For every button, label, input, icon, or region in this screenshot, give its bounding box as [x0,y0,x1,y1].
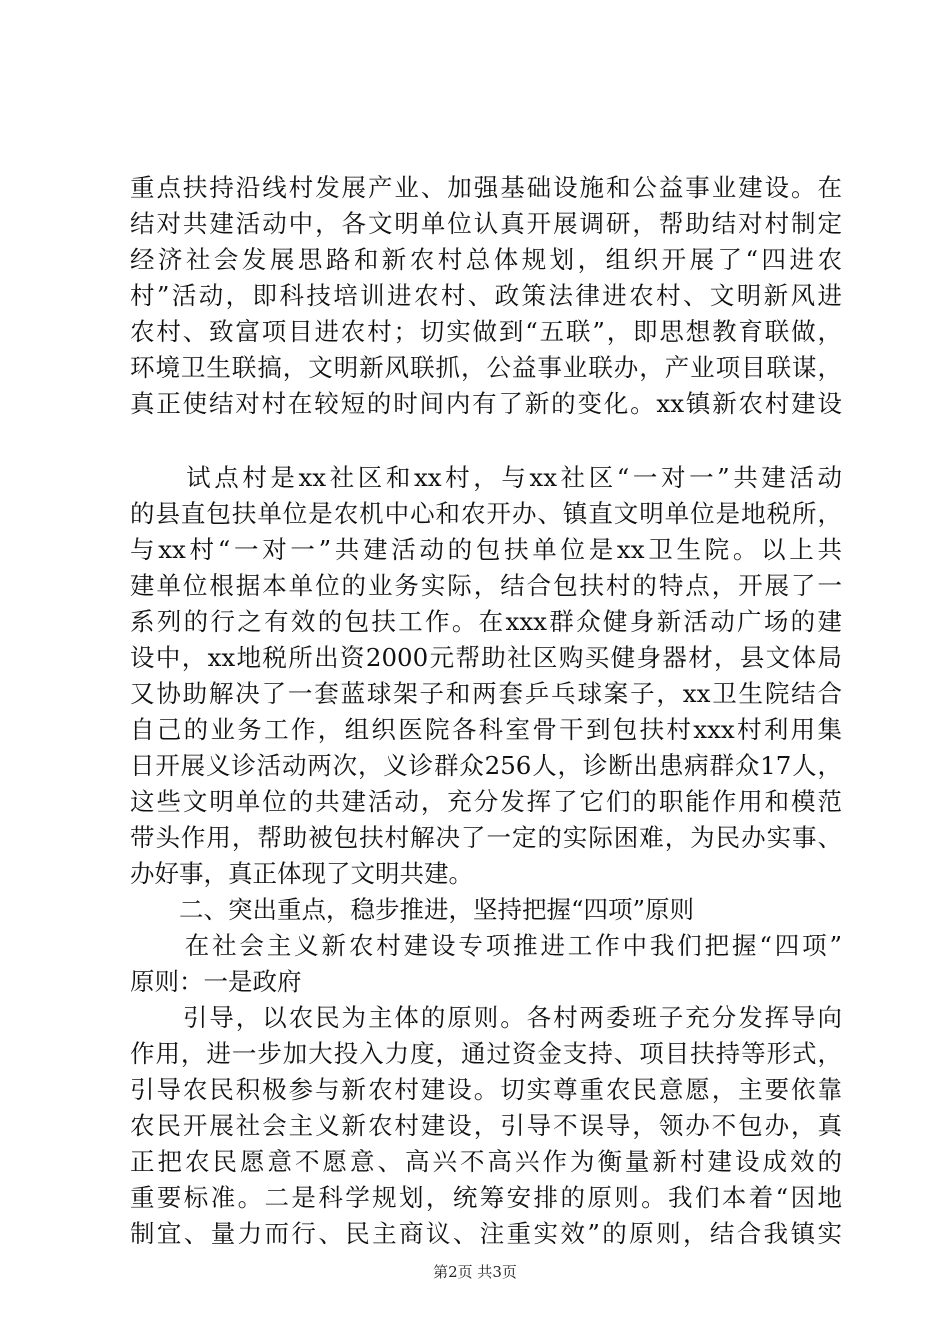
text-line: 正把农民愿意不愿意、高兴不高兴作为衡量新村建设成效的 [130,1147,842,1176]
text-line: 环境卫生联搞，文明新风联抓，公益事业联办，产业项目联谋， [130,353,842,382]
section-heading: 二、突出重点，稳步推进，坚持把握“四项”原则 [130,895,695,924]
text-line: 原则：一是政府 [130,967,302,996]
text-line: 村”活动，即科技培训进农村、政策法律进农村、文明新风进 [130,281,842,310]
text-line: 系列的行之有效的包扶工作。在xxx群众健身新活动广场的建 [130,607,842,636]
text-line: 作用，进一步加大投入力度，通过资金支持、项目扶持等形式， [130,1039,842,1068]
text-line: 日开展义诊活动两次，义诊群众256人，诊断出患病群众17人， [130,751,842,780]
text-line: 带头作用，帮助被包扶村解决了一定的实际困难，为民办实事、 [130,823,842,852]
text-line: 办好事，真正体现了文明共建。 [130,859,473,888]
text-line: 自己的业务工作，组织医院各科室骨干到包扶村xxx村利用集 [130,715,842,744]
text-line: 结对共建活动中，各文明单位认真开展调研，帮助结对村制定 [130,209,842,238]
text-line: 引导，以农民为主体的原则。各村两委班子充分发挥导向 [130,1003,842,1032]
text-line: 设中，xx地税所出资2000元帮助社区购买健身器材，县文体局 [130,643,842,672]
text-line: 这些文明单位的共建活动，充分发挥了它们的职能作用和模范 [130,787,842,816]
text-line: 试点村是xx社区和xx村，与xx社区“一对一”共建活动 [130,463,842,492]
text-line: 又协助解决了一套蓝球架子和两套乒乓球案子，xx卫生院结合 [130,679,842,708]
text-line: 真正使结对村在较短的时间内有了新的变化。xx镇新农村建设 [130,389,842,418]
text-line: 引导农民积极参与新农村建设。切实尊重农民意愿，主要依靠 [130,1075,842,1104]
text-line: 与xx村“一对一”共建活动的包扶单位是xx卫生院。以上共 [130,535,842,564]
text-line: 在社会主义新农村建设专项推进工作中我们把握“四项” [130,931,842,960]
text-line: 农民开展社会主义新农村建设，引导不误导，领办不包办，真 [130,1111,842,1140]
text-line: 重要标准。二是科学规划，统筹安排的原则。我们本着“因地 [130,1183,842,1212]
text-line: 农村、致富项目进农村；切实做到“五联”，即思想教育联做， [130,317,842,346]
text-line: 经济社会发展思路和新农村总体规划，组织开展了“四进农 [130,245,842,274]
text-line: 的县直包扶单位是农机中心和农开办、镇直文明单位是地税所， [130,499,842,528]
page-footer: 第2页 共3页 [433,1263,517,1281]
text-line: 制宜、量力而行、民主商议、注重实效”的原则，结合我镇实 [130,1219,842,1248]
text-line: 建单位根据本单位的业务实际，结合包扶村的特点，开展了一 [130,571,842,600]
text-line: 重点扶持沿线村发展产业、加强基础设施和公益事业建设。在 [130,173,842,202]
